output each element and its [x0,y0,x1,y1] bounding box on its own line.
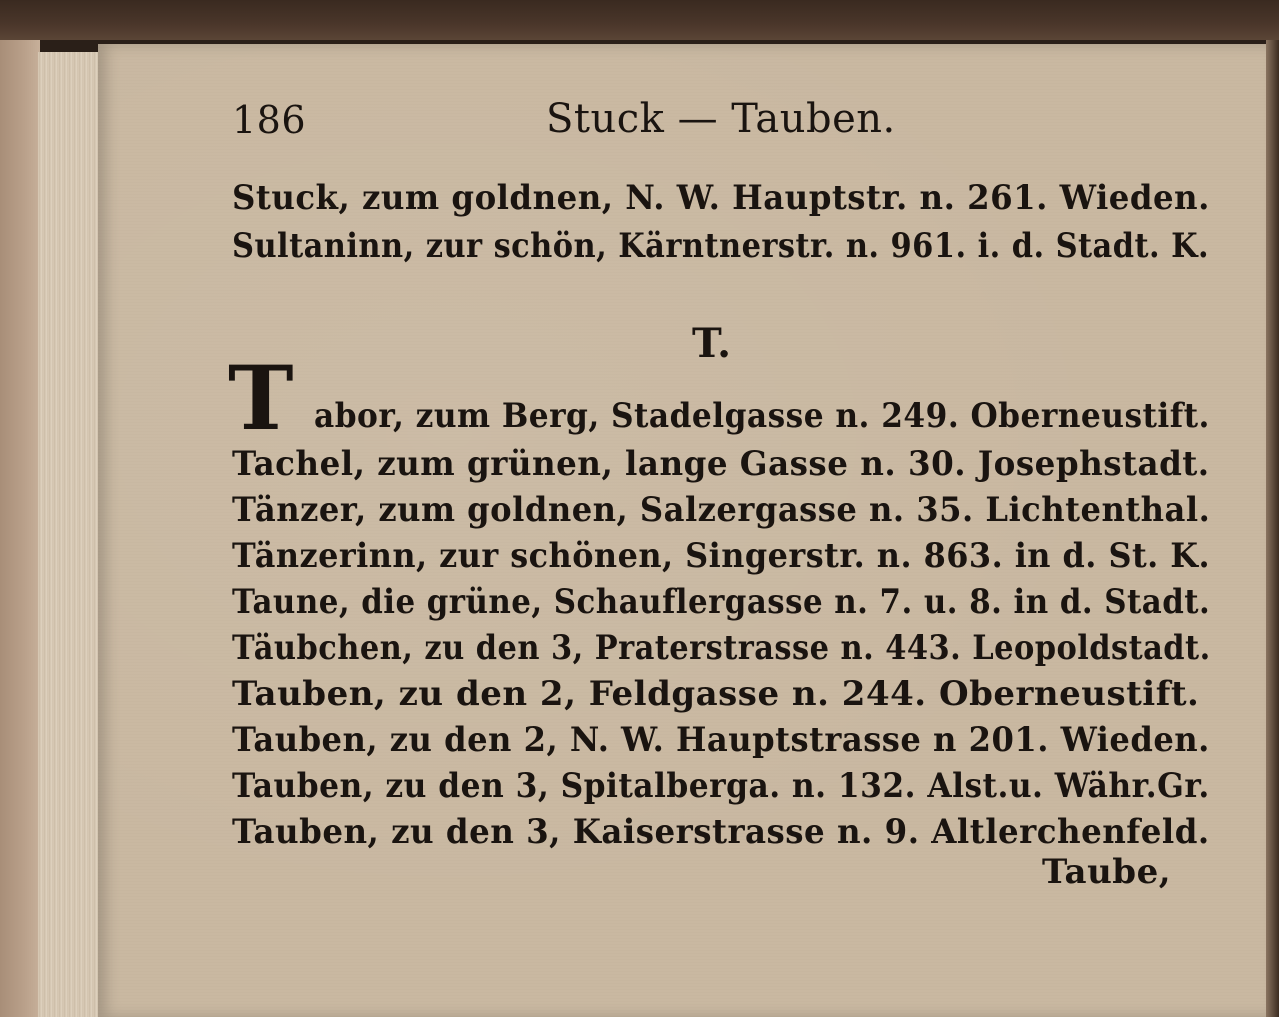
entry-line: Tauben, zu den 2, N. W. Hauptstrasse n 201. Wieden. [232,720,1210,760]
book-spine [0,40,40,1017]
entry-line: Tänzer, zum goldnen, Salzergasse n. 35. Lichtenthal. [232,490,1211,530]
entry-line: abor, zum Berg, Stadelgasse n. 249. Oberneustift. [314,396,1210,436]
entry-line: Tachel, zum grünen, lange Gasse n. 30. Josephstadt. [232,444,1210,484]
page-edges [38,52,100,1017]
entry-line: Tauben, zu den 3, Spitalberga. n. 132. Alst.u. Währ.Gr. [232,766,1210,806]
drop-cap: T [228,346,294,450]
right-shadow-edge [1266,40,1279,1017]
entry-line: Sultaninn, zur schön, Kärntnerstr. n. 961. i. d. Stadt. K. [232,226,1210,266]
entry-line: Täubchen, zu den 3, Praterstrasse n. 443. Leopoldstadt. [232,628,1211,668]
entry-line: Taune, die grüne, Schauflergasse n. 7. u. 8. in d. Stadt. [232,582,1211,622]
entry-line: Tauben, zu den 3, Kaiserstrasse n. 9. Altlerchenfeld. [232,812,1210,852]
background-top [0,0,1279,40]
running-head: Stuck — Tauben. [546,96,896,142]
section-heading: T. [692,320,732,367]
page-number: 186 [232,98,307,142]
entry-line: Tauben, zu den 2, Feldgasse n. 244. Oberneustift. [232,674,1200,714]
entry-line: Tänzerinn, zur schönen, Singerstr. n. 863. in d. St. K. [232,536,1211,576]
entry-line: Stuck, zum goldnen, N. W. Hauptstr. n. 261. Wieden. [232,178,1210,218]
catchword: Taube, [1042,852,1172,892]
